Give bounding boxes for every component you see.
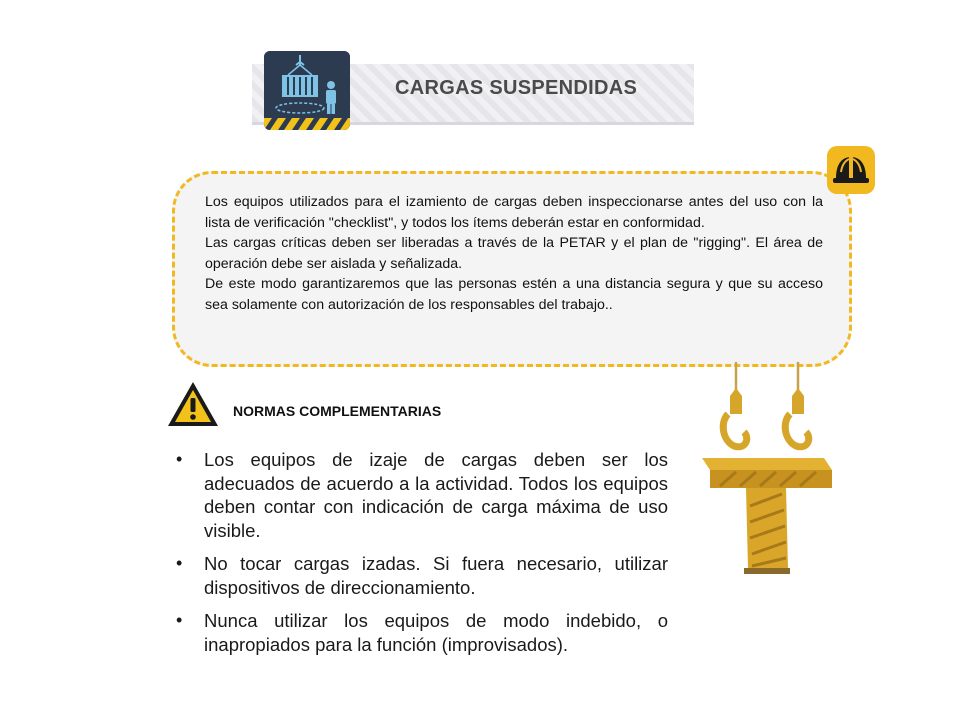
- rules-list: [172, 448, 668, 666]
- suspended-load-icon: [264, 51, 350, 130]
- info-text: [205, 192, 823, 315]
- info-paragraph: Las cargas críticas deben ser liberadas a través de la PETAR y el plan de "rigging". El área de operación debe ser aislada y señalizada.: [205, 235, 823, 272]
- info-paragraph: De este modo garantizaremos que las personas estén a una distancia segura y que su acceso sea solamente con autorización de los responsables del trabajo..: [205, 276, 823, 313]
- page-title: CARGAS SUSPENDIDAS: [395, 77, 638, 99]
- list-item: • No tocar cargas izadas. Si fuera necesario, utilizar dispositivos de direccionamiento.: [172, 552, 668, 599]
- info-paragraph: Los equipos utilizados para el izamiento de cargas deben inspeccionarse antes del uso con la lista de verificación "checklist", y todos los ítems deberán estar en conformidad.: [205, 194, 823, 231]
- list-item: • Los equipos de izaje de cargas deben ser los adecuados de acuerdo a la actividad. Todos los equipos deben contar con indicación de carga máxima de uso visible.: [172, 448, 668, 542]
- list-item: • Nunca utilizar los equipos de modo indebido, o inapropiados para la función (improvisados).: [172, 609, 668, 656]
- header-banner: [252, 48, 694, 128]
- warning-triangle-icon: [166, 380, 220, 428]
- hard-hat-icon: [827, 146, 875, 194]
- suspended-beam-icon: [700, 362, 860, 582]
- info-box: [172, 171, 852, 367]
- normas-heading: NORMAS COMPLEMENTARIAS: [233, 403, 442, 419]
